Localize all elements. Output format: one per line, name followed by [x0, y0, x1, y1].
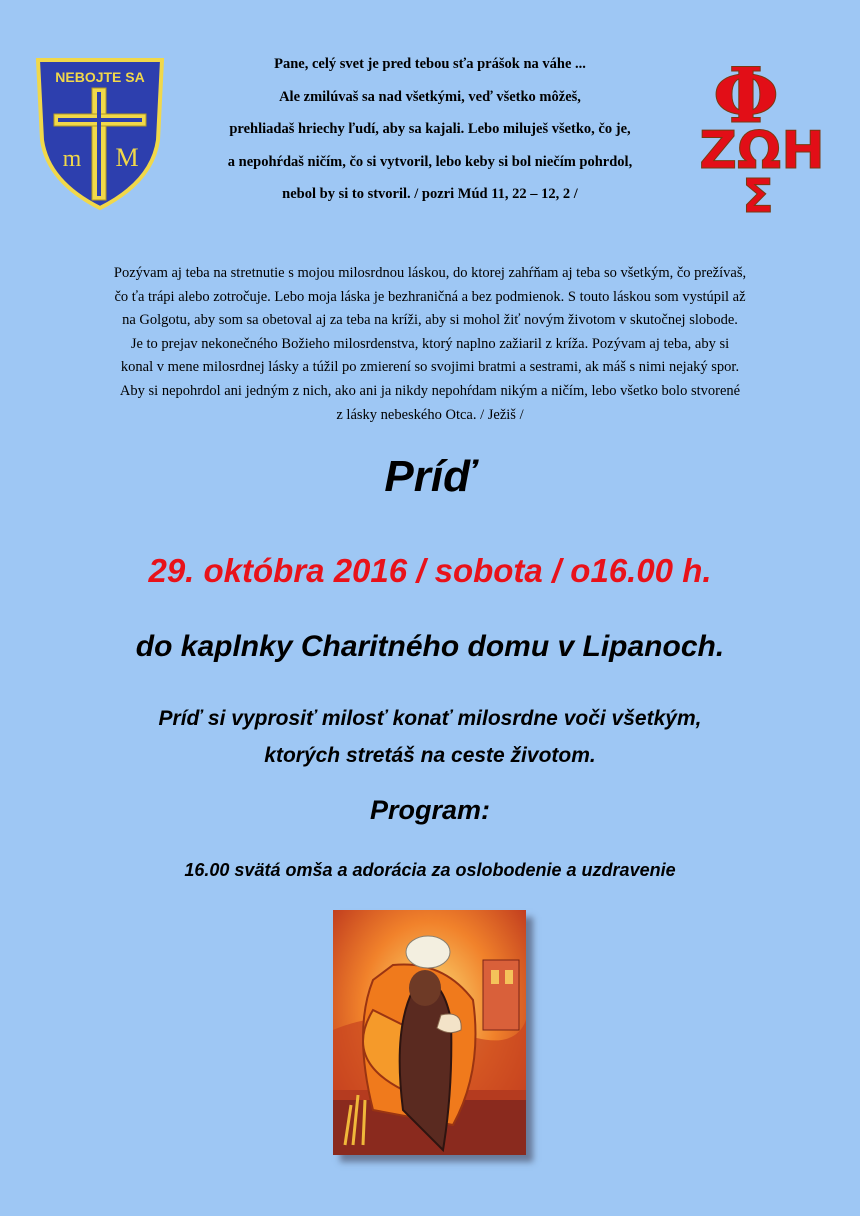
sigma-symbol: Σ	[742, 169, 774, 216]
father-hand	[437, 1014, 461, 1033]
painting-window	[491, 970, 499, 984]
intro-line: Pozývam aj teba na stretnutie s mojou milosrdnou láskou, do ktorej zahŕňam aj teba so všetkým, čo prežívaš,	[113, 265, 747, 281]
quote-line: Ale zmilúvaš sa nad všetkými, veď všetko môžeš,	[279, 88, 581, 105]
quote-line: a nepohŕdaš ničím, čo si vytvoril, lebo keby si bol niečím pohrdol,	[227, 153, 633, 170]
invite-line: Príď si vyprosiť milosť konať milosrdne voči všetkým,	[158, 707, 702, 730]
nebojte-sa-shield-logo	[34, 52, 166, 212]
intro-line: Aby si nepohrdol ani jedným z nich, ako ani ja nikdy nepohŕdam nikým a ničím, lebo všetko bolo stvorené	[119, 382, 741, 399]
painting-window	[505, 970, 513, 984]
letter-capital-m: M	[115, 143, 139, 172]
zoe-letters: ZΩH	[699, 121, 825, 181]
event-place: do kaplnky Charitného domu v Lipanoch.	[135, 630, 725, 663]
son-head	[409, 970, 441, 1006]
intro-line: čo ťa trápi alebo zotročuje. Lebo moja láska je bezhraničná a bez podmienok. S touto láskou som vystúpil až	[114, 288, 746, 305]
invitation-paragraph	[30, 262, 830, 427]
intro-line: na Golgotu, aby som sa obetoval aj za teba na kríži, aby si mohol žiť novým životom v skutočnej slobode.	[122, 312, 738, 329]
invite-line: ktorých stretáš na ceste životom.	[264, 744, 596, 767]
intro-line: Je to prejav nekonečného Božieho milosrdenstva, ktorý naplno zažiaril z kríža. Pozývam aj teba, aby si	[130, 335, 730, 352]
cross-inner-line	[97, 92, 101, 196]
quote-line: Pane, celý svet je pred tebou sťa prášok na váhe ...	[274, 56, 586, 72]
chi-rho-zoe-logo	[676, 52, 842, 216]
intro-line: konal v mene milosrdnej lásky a túžil po zmierení so svojimi bratmi a sestrami, ak máš s nimi nejaký spor.	[120, 359, 740, 376]
quote-line: nebol by si to stvoril. / pozri Múd 11, 22 – 12, 2 /	[282, 186, 578, 202]
father-head	[406, 936, 450, 968]
shield-title: NEBOJTE SA	[55, 69, 145, 85]
program-heading: Program:	[369, 795, 491, 825]
prodigal-son-embrace-painting	[333, 910, 526, 1155]
scripture-quote	[170, 48, 690, 211]
event-date: 29. októbra 2016 / sobota / o16.00 h.	[148, 552, 712, 589]
invitation-text	[0, 700, 860, 774]
program-item: 16.00 svätá omša a adorácia za oslobodenie a uzdravenie	[184, 860, 676, 880]
cross-inner-line-h	[58, 118, 142, 122]
painting-building	[483, 960, 519, 1030]
intro-line: z lásky nebeského Otca. / Ježiš /	[336, 406, 524, 423]
letter-small-m: m	[62, 146, 82, 172]
phi-symbol: Φ	[712, 52, 780, 140]
page-title: Príď	[384, 452, 476, 501]
quote-line: prehliadaš hriechy ľudí, aby sa kajali. Lebo miluješ všetko, čo je,	[229, 121, 631, 137]
